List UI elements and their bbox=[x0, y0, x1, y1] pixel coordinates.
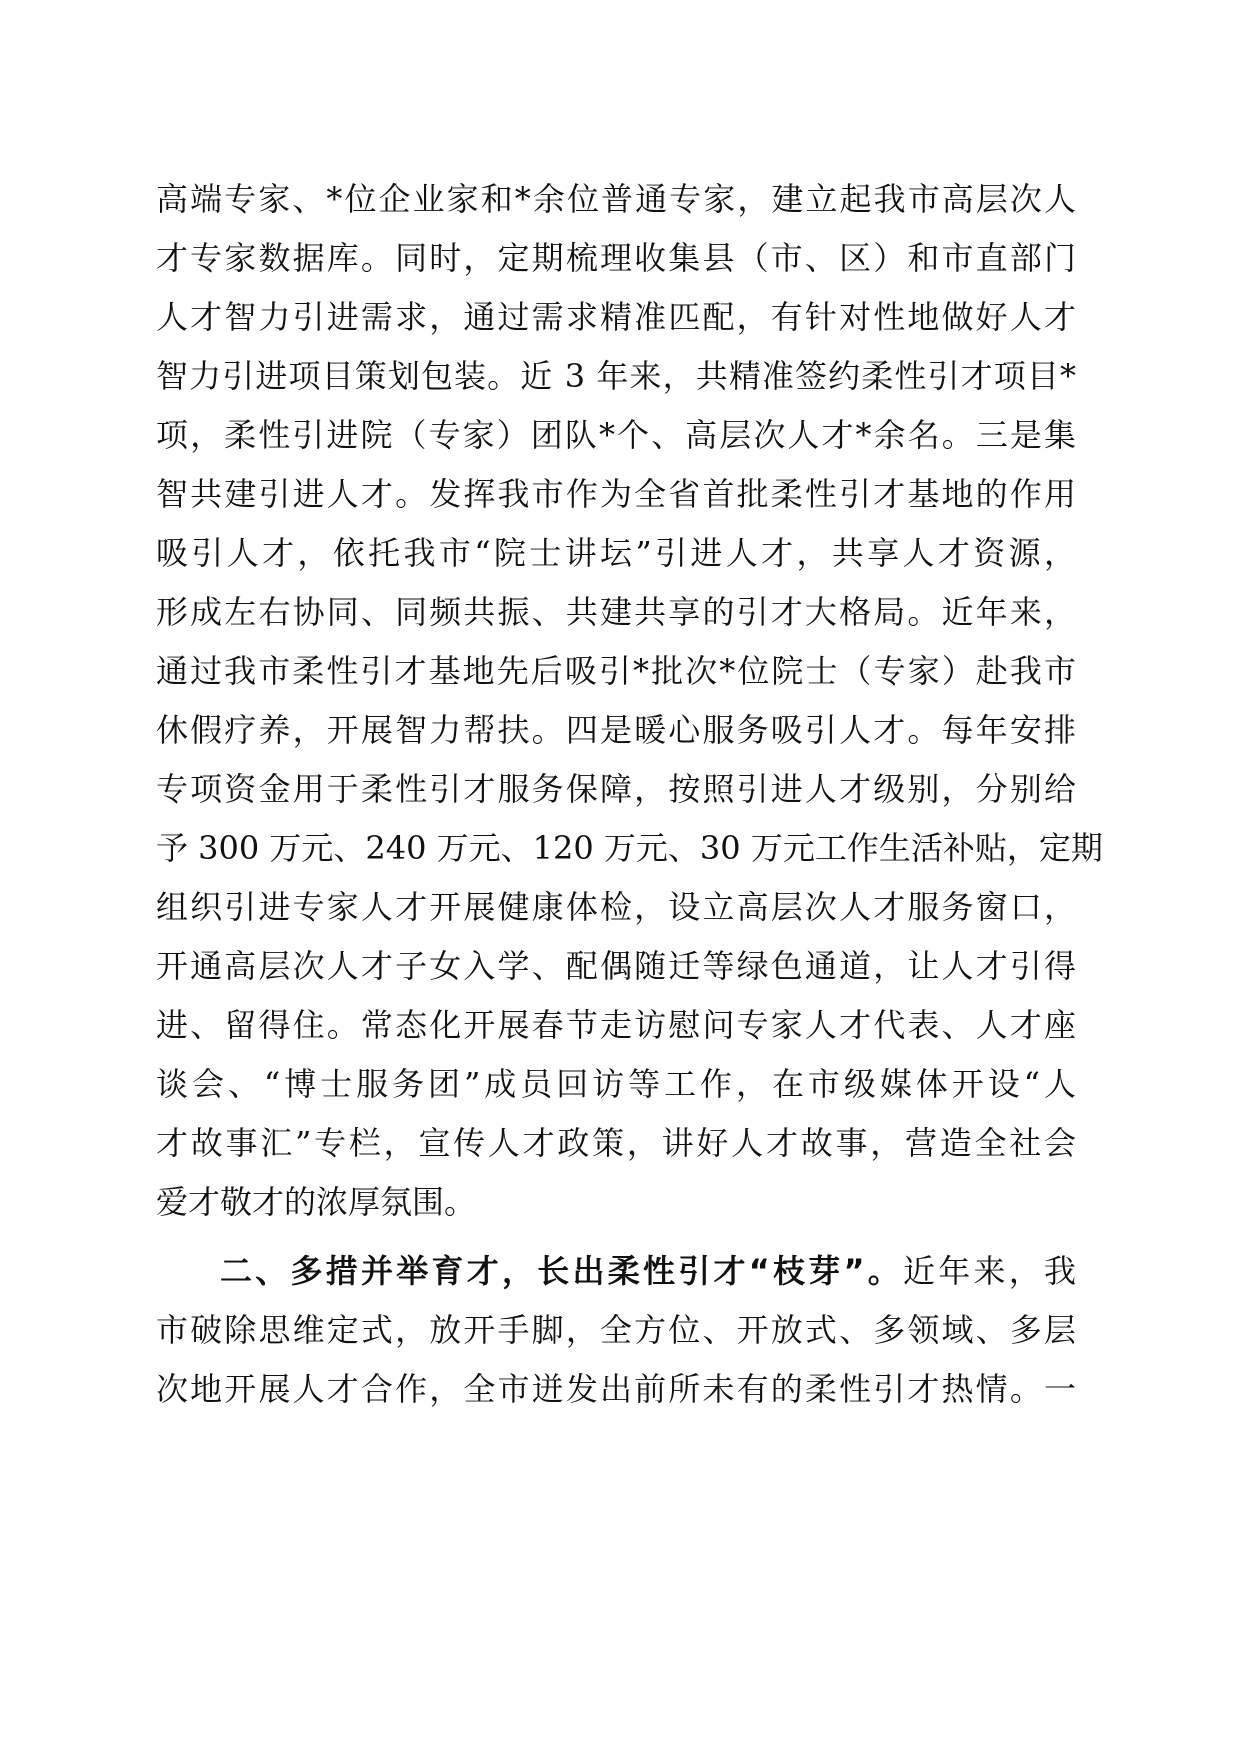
paragraph-line: 市破除思维定式，放开手脚，全方位、开放式、多领域、多层 bbox=[156, 1311, 1076, 1349]
paragraph-line: 吸引人才，依托我市“院士讲坛”引进人才，共享人才资源， bbox=[156, 534, 1076, 572]
paragraph-line: 爱才敬才的浓厚氛围。 bbox=[156, 1183, 477, 1221]
section-heading: 二、多措并举育才，长出柔性引才“枝芽”。 bbox=[220, 1252, 903, 1290]
paragraph-line: 人才智力引进需求，通过需求精准匹配，有针对性地做好人才 bbox=[156, 298, 1076, 336]
paragraph-line: 智共建引进人才。发挥我市作为全省首批柔性引才基地的作用 bbox=[156, 475, 1076, 513]
paragraph-line: 开通高层次人才子女入学、配偶随迁等绿色通道，让人才引得 bbox=[156, 947, 1076, 985]
paragraph-line: 予 300 万元、240 万元、120 万元、30 万元工作生活补贴，定期 bbox=[156, 829, 1103, 867]
paragraph-line: 才故事汇”专栏，宣传人才政策，讲好人才故事，营造全社会 bbox=[156, 1124, 1076, 1162]
body-text bbox=[156, 170, 1103, 1419]
paragraph-line: 谈会、“博士服务团”成员回访等工作，在市级媒体开设“人 bbox=[156, 1065, 1076, 1103]
paragraph-line: 形成左右协同、同频共振、共建共享的引才大格局。近年来， bbox=[156, 593, 1076, 631]
paragraph-line: 通过我市柔性引才基地先后吸引*批次*位院士（专家）赴我市 bbox=[156, 652, 1076, 690]
paragraph-line: 智力引进项目策划包装。近 3 年来，共精准签约柔性引才项目* bbox=[156, 357, 1076, 395]
paragraph-line: 项，柔性引进院（专家）团队*个、高层次人才*余名。三是集 bbox=[156, 416, 1076, 454]
section-heading-line bbox=[156, 1242, 1076, 1301]
paragraph-line: 专项资金用于柔性引才服务保障，按照引进人才级别，分别给 bbox=[156, 770, 1076, 808]
paragraph-line: 进、留得住。常态化开展春节走访慰问专家人才代表、人才座 bbox=[156, 1006, 1076, 1044]
paragraph-line: 高端专家、*位企业家和*余位普通专家，建立起我市高层次人 bbox=[156, 180, 1076, 218]
paragraph-line: 次地开展人才合作，全市迸发出前所未有的柔性引才热情。一 bbox=[156, 1370, 1076, 1408]
section-heading-tail: 近年来，我 bbox=[903, 1252, 1076, 1290]
paragraph-line: 组织引进专家人才开展健康体检，设立高层次人才服务窗口， bbox=[156, 888, 1076, 926]
paragraph-line: 才专家数据库。同时，定期梳理收集县（市、区）和市直部门 bbox=[156, 239, 1076, 277]
paragraph-spacer bbox=[156, 1232, 1076, 1242]
paragraph-line: 休假疗养，开展智力帮扶。四是暖心服务吸引人才。每年安排 bbox=[156, 711, 1076, 749]
